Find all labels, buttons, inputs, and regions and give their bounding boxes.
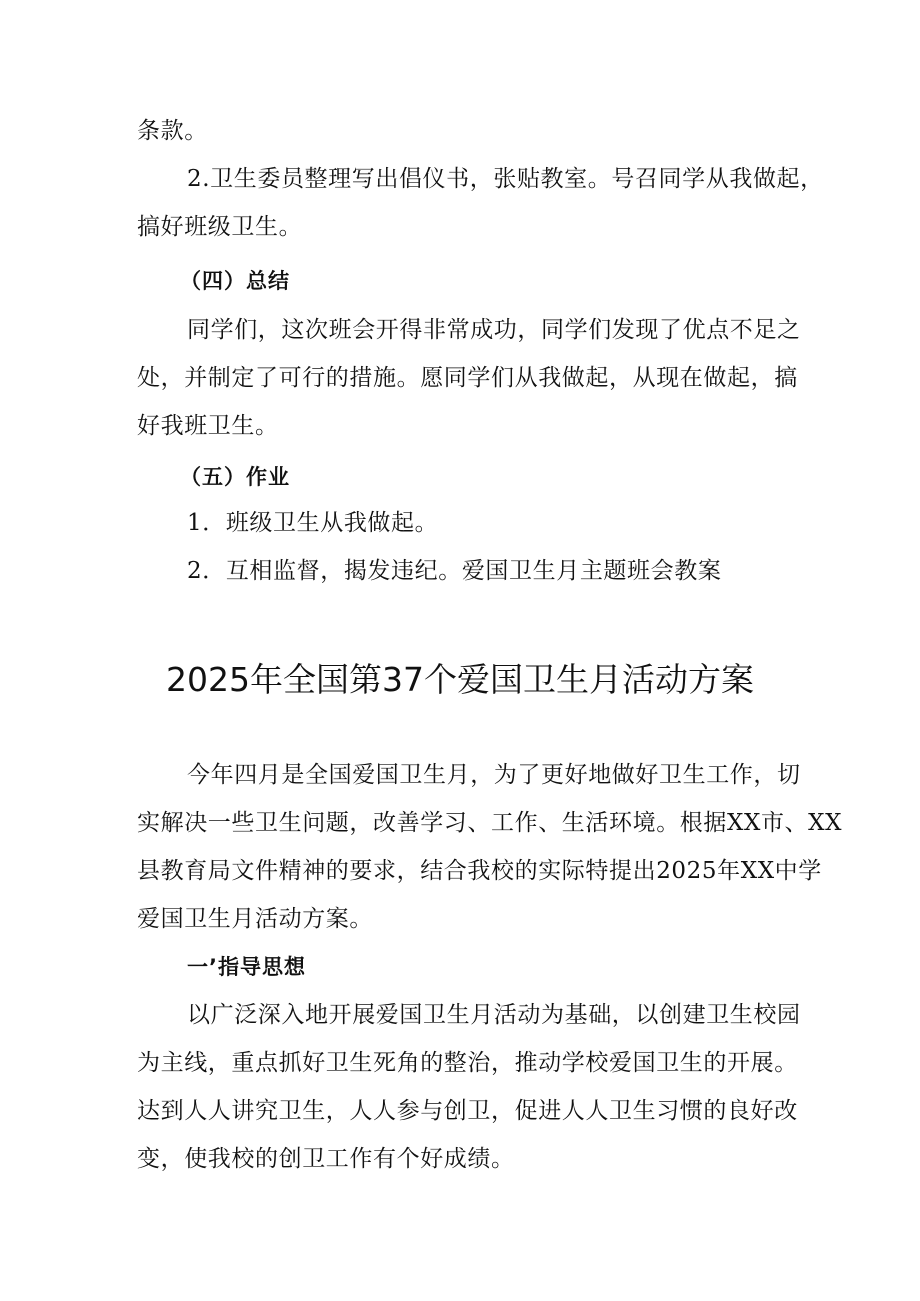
paragraph-line: 条款。 xyxy=(137,118,208,144)
paragraph-line: 爱国卫生月活动方案。 xyxy=(137,906,373,932)
list-item: 2．互相监督，揭发违纪。爱国卫生月主题班会教案 xyxy=(187,558,722,584)
paragraph-line: 变，使我校的创卫工作有个好成绩。 xyxy=(137,1146,515,1172)
list-item: 1．班级卫生从我做起。 xyxy=(187,510,439,536)
paragraph-line: 以广泛深入地开展爱国卫生月活动为基础，以创建卫生校园 xyxy=(187,1002,801,1028)
section-heading-guidance: 一’指导思想 xyxy=(187,955,306,979)
paragraph-line: 县教育局文件精神的要求，结合我校的实际特提出2025年XX中学 xyxy=(137,858,822,884)
document-title: 2025年全国第37个爱国卫生月活动方案 xyxy=(166,660,754,699)
section-heading-homework: （五）作业 xyxy=(180,465,290,489)
paragraph-line: 同学们，这次班会开得非常成功，同学们发现了优点不足之 xyxy=(187,317,801,343)
paragraph-line: 达到人人讲究卫生，人人参与创卫，促进人人卫生习惯的良好改 xyxy=(137,1098,798,1124)
paragraph-line: 今年四月是全国爱国卫生月，为了更好地做好卫生工作，切 xyxy=(187,762,801,788)
paragraph-line: 2.卫生委员整理写出倡仪书，张贴教室。号召同学从我做起， xyxy=(187,166,824,192)
paragraph-line: 好我班卫生。 xyxy=(137,413,279,439)
paragraph-line: 为主线，重点抓好卫生死角的整治，推动学校爱国卫生的开展。 xyxy=(137,1050,798,1076)
paragraph-line: 搞好班级卫生。 xyxy=(137,214,303,240)
paragraph-line: 处，并制定了可行的措施。愿同学们从我做起，从现在做起，搞 xyxy=(137,365,798,391)
paragraph-line: 实解决一些卫生问题，改善学习、工作、生活环境。根据XX市、XX xyxy=(137,810,843,836)
section-heading-summary: （四）总结 xyxy=(180,269,290,293)
